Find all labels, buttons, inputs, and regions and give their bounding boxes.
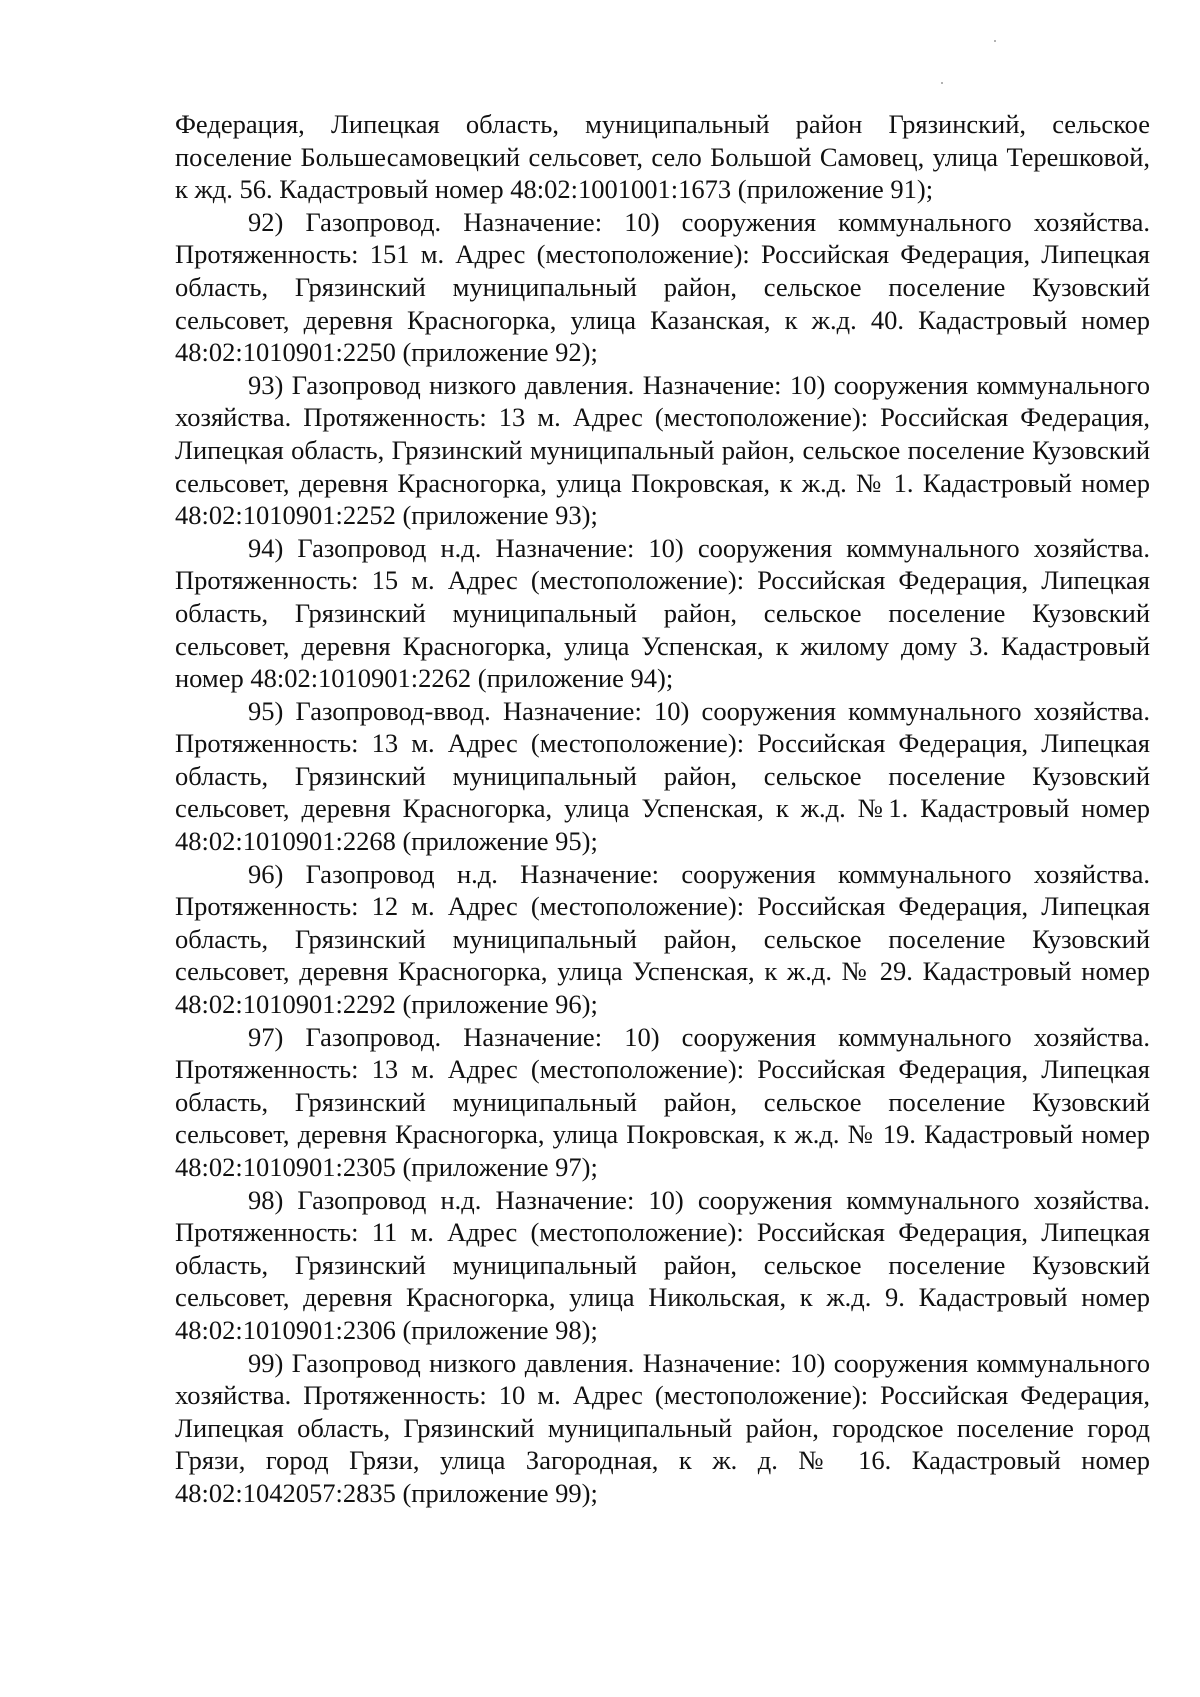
list-item-93: 93) Газопровод низкого давления. Назначение: 10) сооружения коммунального хозяйства. Протяженность: 13 м. Адрес (местоположение): Российская Федерация, Липецкая область, Грязинский муниципальный район, сельское поселение Кузовский сельсовет, деревня Красногорка, улица Покровская, к ж.д. № 1. Кадастровый номер 48:02:1010901:2252 (приложение 93); bbox=[175, 369, 1150, 531]
list-item-98: 98) Газопровод н.д. Назначение: 10) сооружения коммунального хозяйства. Протяженность: 11 м. Адрес (местоположение): Российская Федерация, Липецкая область, Грязинский муниципальный район, сельское поселение Кузовский сельсовет, деревня Красногорка, улица Никольская, к ж.д. 9. Кадастровый номер 48:02:1010901:2306 (приложение 98); bbox=[175, 1184, 1150, 1345]
list-item-92: 92) Газопровод. Назначение: 10) сооружения коммунального хозяйства. Протяженность: 151 м. Адрес (местоположение): Российская Федерация, Липецкая область, Грязинский муниципальный район, сельское поселение Кузовский сельсовет, деревня Красногорка, улица Казанская, к ж.д. 40. Кадастровый номер 48:02:1010901:2250 (приложение 92); bbox=[175, 206, 1150, 368]
list-item-97: 97) Газопровод. Назначение: 10) сооружения коммунального хозяйства. Протяженность: 13 м. Адрес (местоположение): Российская Федерация, Липецкая область, Грязинский муниципальный район, сельское поселение Кузовский сельсовет, деревня Красногорка, улица Покровская, к ж.д. № 19. Кадастровый номер 48:02:1010901:2305 (приложение 97); bbox=[175, 1021, 1150, 1182]
list-item-96: 96) Газопровод н.д. Назначение: сооружения коммунального хозяйства. Протяженность: 12 м. Адрес (местоположение): Российская Федерация, Липецкая область, Грязинский муниципальный район, сельское поселение Кузовский сельсовет, деревня Красногорка, улица Успенская, к ж.д. № 29. Кадастровый номер 48:02:1010901:2292 (приложение 96); bbox=[175, 858, 1150, 1020]
continuation-paragraph: Федерация, Липецкая область, муниципальный район Грязинский, сельское поселение Большесамовецкий сельсовет, село Большой Самовец, улица Терешковой, к жд. 56. Кадастровый номер 48:02:1001001:1673 (приложение 91); bbox=[175, 109, 1150, 205]
document-body bbox=[175, 108, 1150, 1510]
scan-speck bbox=[994, 40, 996, 42]
list-item-94: 94) Газопровод н.д. Назначение: 10) сооружения коммунального хозяйства. Протяженность: 15 м. Адрес (местоположение): Российская Федерация, Липецкая область, Грязинский муниципальный район, сельское поселение Кузовский сельсовет, деревня Красногорка, улица Успенская, к жилому дому 3. Кадастровый номер 48:02:1010901:2262 (приложение 94); bbox=[175, 532, 1150, 694]
list-item-95: 95) Газопровод-ввод. Назначение: 10) сооружения коммунального хозяйства. Протяженность: 13 м. Адрес (местоположение): Российская Федерация, Липецкая область, Грязинский муниципальный район, сельское поселение Кузовский сельсовет, деревня Красногорка, улица Успенская, к ж.д. №1. Кадастровый номер 48:02:1010901:2268 (приложение 95); bbox=[175, 695, 1150, 857]
list-item-99: 99) Газопровод низкого давления. Назначение: 10) сооружения коммунального хозяйства. Протяженность: 10 м. Адрес (местоположение): Российская Федерация, Липецкая область, Грязинский муниципальный район, городское поселение город Грязи, город Грязи, улица Загородная, к ж. д. № 16. Кадастровый номер 48:02:1042057:2835 (приложение 99); bbox=[175, 1347, 1150, 1508]
scan-speck bbox=[941, 82, 943, 84]
